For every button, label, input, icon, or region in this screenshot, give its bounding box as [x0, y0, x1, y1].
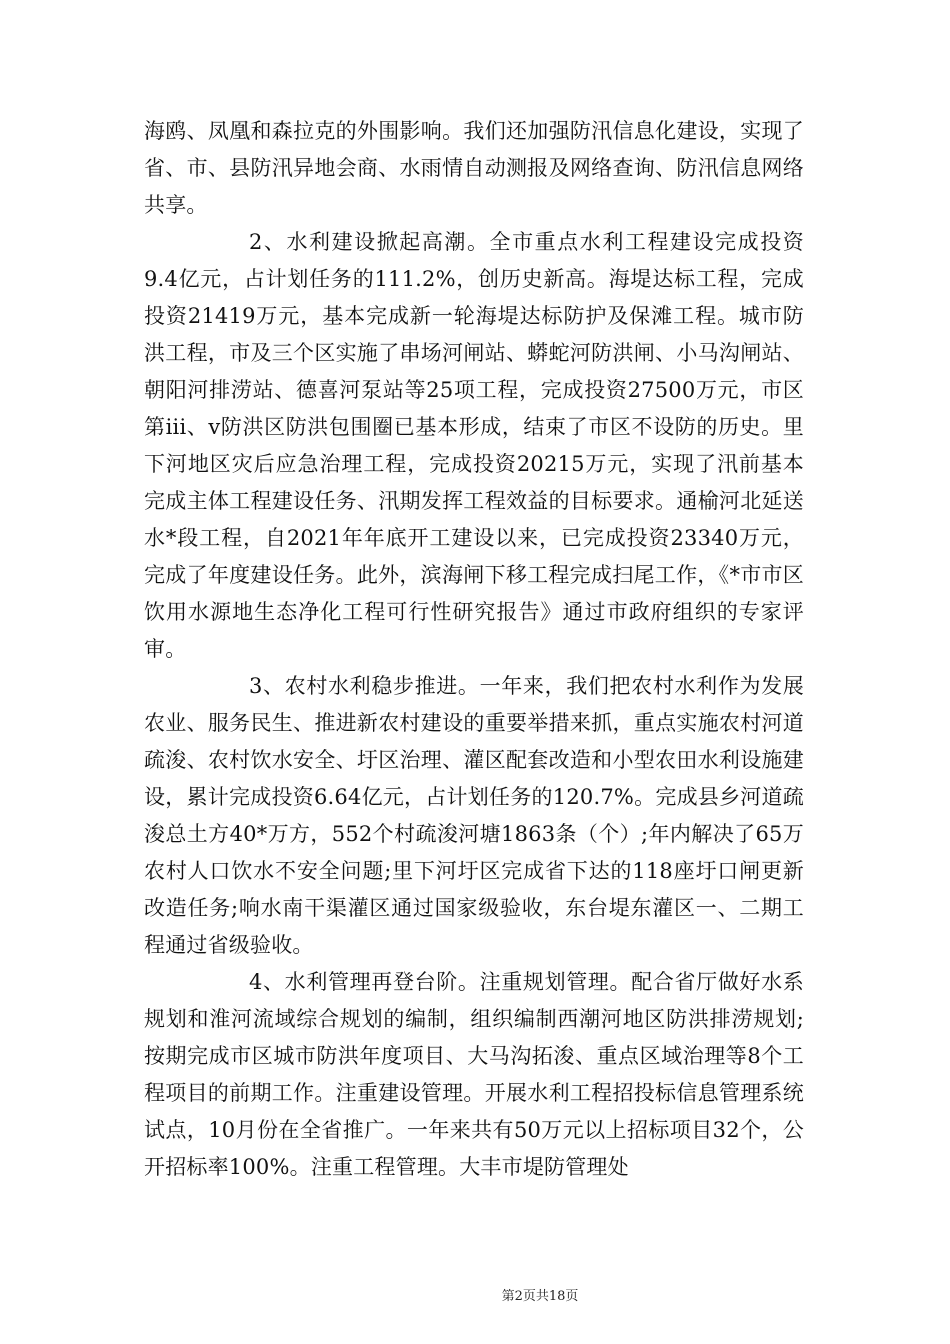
paragraph-1: 海鸥、凤凰和森拉克的外围影响。我们还加强防汛信息化建设，实现了省、市、县防汛异地会商、水雨情自动测报及网络查询、防汛信息网络共享。 [144, 119, 804, 217]
paragraph-3: 3、农村水利稳步推进。一年来，我们把农村水利作为发展农业、服务民生、推进新农村建设的重要举措来抓，重点实施农村河道疏浚、农村饮水安全、圩区治理、灌区配套改造和小型农田水利设施建设，累计完成投资6.64亿元，占计划任务的120.7%。完成县乡河道疏浚总土方40*万方，552个村疏浚河塘1863条（个）;年内解决了65万农村人口饮水不安全问题;里下河圩区完成省下达的118座圩口闸更新改造任务;响水南干渠灌区通过国家级验收，东台堤东灌区一、二期工程通过省级验收。 [144, 674, 805, 957]
paragraph-4: 4、水利管理再登台阶。注重规划管理。配合省厅做好水系规划和淮河流域综合规划的编制，组织编制西潮河地区防洪排涝规划;按期完成市区城市防洪年度项目、大马沟拓浚、重点区域治理等8个工程项目的前期工作。注重建设管理。开展水利工程招投标信息管理系统试点，10月份在全省推广。一年来共有50万元以上招标项目32个，公开招标率100%。注重工程管理。大丰市堤防管理处 [144, 970, 804, 1179]
paragraph-2: 2、水利建设掀起高潮。全市重点水利工程建设完成投资9.4亿元，占计划任务的111.2%，创历史新高。海堤达标工程，完成投资21419万元，基本完成新一轮海堤达标防护及保滩工程。城市防洪工程，市及三个区实施了串场河闸站、蟒蛇河防洪闸、小马沟闸站、朝阳河排涝站、德喜河泵站等25项工程，完成投资27500万元，市区第iii、v防洪区防洪包围圈已基本形成，结束了市区不设防的历史。里下河地区灾后应急治理工程，完成投资20215万元，实现了汛前基本完成主体工程建设任务、汛期发挥工程效益的目标要求。通榆河北延送水*段工程，自2021年年底开工建设以来，已完成投资23340万元，完成了年度建设任务。此外，滨海闸下移工程完成扫尾工作，《*市市区饮用水源地生态净化工程可行性研究报告》通过市政府组织的专家评审。 [144, 230, 804, 661]
document-body [144, 113, 804, 1186]
page-number-footer: 第2页共18页 [501, 1289, 579, 1304]
